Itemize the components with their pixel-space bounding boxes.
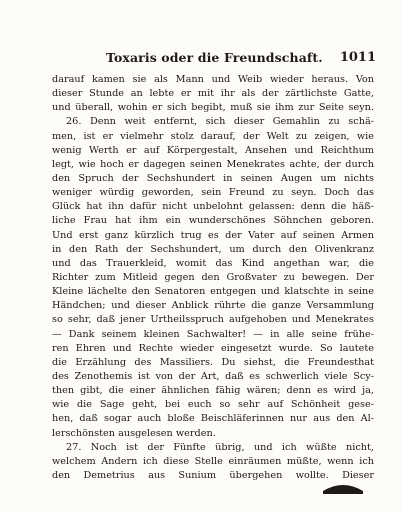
text-line: den Demetrius aus Sunium übergehen wollte. Dieser: [52, 469, 374, 481]
text-line: 26. Denn weit entfernt, sich dieser Gemahlin zu schä-: [66, 116, 374, 128]
text-line: Glück hat ihn dafür nicht unbelohnt gelassen: denn die häß-: [52, 201, 374, 213]
text-line: Kleine lächelte den Senatoren entgegen und klatschte in seine: [52, 286, 374, 298]
text-line: hen, daß sogar auch bloße Beischläferinnen nur aus den Al-: [52, 413, 374, 425]
text-line: then gibt, die einer ähnlichen fähig wären; denn es wird ja,: [52, 385, 374, 397]
text-line: Und erst ganz kürzlich trug es der Vater auf seinen Armen: [52, 229, 374, 241]
text-line: men, ist er vielmehr stolz darauf, der Welt zu zeigen, wie: [52, 130, 374, 142]
text-line: weniger würdig geworden, sein Freund zu seyn. Doch das: [52, 187, 374, 199]
text-line: darauf kamen sie als Mann und Weib wieder heraus. Von: [52, 74, 374, 85]
page-number: 1011: [339, 50, 376, 65]
text-line: — Dank seinem kleinen Sachwalter! — in alle seine frühe-: [52, 328, 374, 340]
text-line: die Erzählung des Massiliers. Du siehst, die Freundesthat: [52, 356, 374, 368]
text-line: welchem Andern ich diese Stelle einräumen müßte, wenn ich: [52, 455, 374, 467]
text-line: den Spruch der Sechshundert in seinen Augen um nichts: [52, 172, 374, 184]
text-line: in den Rath der Sechshundert, um durch den Olivenkranz: [52, 243, 374, 255]
library-stamp-mark: [322, 481, 364, 495]
running-title: Toxaris oder die Freundschaft.: [106, 50, 323, 65]
text-line: wie die Sage geht, bei euch so sehr auf Schönheit gese-: [52, 399, 374, 411]
text-line: 27. Noch ist der Fünfte übrig, und ich wüßte nicht,: [66, 441, 374, 453]
text-line: so sehr, daß jener Urtheilsspruch aufgehoben und Menekrates: [52, 314, 374, 326]
text-line: und überall, wohin er sich begibt, muß sie ihm zur Seite seyn.: [52, 102, 374, 114]
text-line: und das Trauerkleid, womit das Kind angethan war, die: [52, 257, 374, 269]
text-line: liche Frau hat ihm ein wunderschönes Söhnchen geboren.: [52, 215, 374, 227]
text-line: ren Ehren und Rechte wieder eingesetzt wurde. So lautete: [52, 342, 374, 354]
text-line: Händchen; und dieser Anblick rührte die ganze Versammlung: [52, 300, 374, 312]
text-line: legt, wie hoch er dagegen seinen Menekrates achte, der durch: [52, 158, 374, 170]
text-line: des Zenothemis ist von der Art, daß es schwerlich viele Scy-: [52, 370, 374, 382]
text-line: wenig Werth er auf Körpergestalt, Ansehen und Reichthum: [52, 144, 374, 156]
body-text: [52, 73, 374, 483]
text-line: lerschönsten ausgelesen werden.: [52, 427, 216, 439]
text-line: dieser Stunde an lebte er mit ihr als der zärtlichste Gatte,: [52, 88, 374, 100]
page-header: [106, 50, 376, 68]
text-line: Richter zum Mitleid gegen den Großvater zu bewegen. Der: [52, 271, 374, 283]
